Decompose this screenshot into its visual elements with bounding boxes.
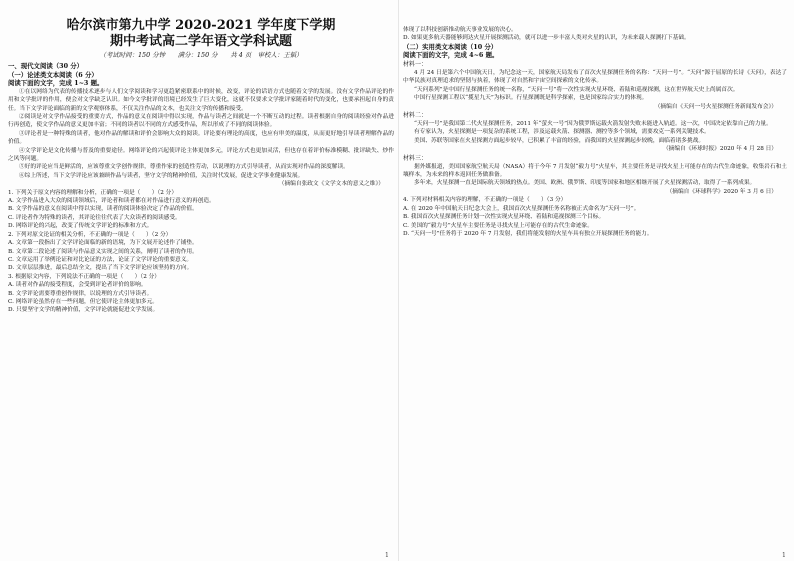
passage-paragraph: ⑤好的评论应当是鲜活的，应该尊重文学创作规律，尊重作家的创造性劳动，以说理的方式引导读者，从而实现对作品的深度解读。: [19, 164, 349, 171]
continued-text: 体现了以科技创新推动航天事业发展的决心。: [403, 27, 517, 33]
question-option: B. 文学评论需要尊重创作规律，以说理的方式引导读者。: [8, 290, 153, 297]
passage-paragraph: ③评论者是一种特殊的读者，他对作品的解读和评价会影响大众的阅读。评论要有理论的高度，也应有审美的温度，从而更好地引导读者理解作品的价值。: [8, 130, 394, 146]
question-4: 4. 下列对材料相关内容的理解，不正确的一项是（ ）（3 分）: [403, 197, 567, 204]
reading-instruction: 阅读下面的文字，完成 4~6 题。: [403, 51, 499, 60]
question-option: D. “天问一号”任务将于 2020 年 7 月发射，我们将能发射的火星车具有独立开展探测任务的能力。: [403, 230, 653, 237]
passage-paragraph: ①在以网络为代表的传播技术逐步与人们文学阅读和学习更趋紧密联系中的时候，改变，评论的话语方式也随着文学的发展。没有文学作品评论的作用和文学批评的作用，便会对文学缺乏认识。如今文学批评的语境已经发生了巨大变化，这就不仅要求文学批评家随着时代的变化，也要承担起自身的责任。当下文学评论面临的新的文学观察体系，不仅关注作品的文本，也关注文学的传播和接受。: [8, 88, 394, 112]
material-paragraph: 有专家认为，火星探测是一项复杂的系统工程，涉及运载火箭、探测器、测控等多个领域，需要攻克一系列关键技术。: [414, 129, 710, 136]
passage-paragraph: ④文学评论是文化传播与普及的重要途径。网络评论的兴起使评论主体更加多元，评论方式也更加灵活，但也存在着评价标准模糊、批评缺失、炒作之风等问题。: [8, 147, 394, 163]
left-column: [8, 0, 394, 561]
material-paragraph: 美国、苏联等国家在火星探测方面起步较早，已积累了丰富的经验，而我国的火星探测起步较晚，面临着诸多挑战。: [414, 137, 705, 144]
material-source: （摘编自《天问一号火星探测任务新闻发布会》）: [654, 103, 777, 110]
material-paragraph: 中国行星探测工程以“揽星九天”为标识。行星探测既是科学探索，也是国家综合实力的体现。: [414, 95, 648, 102]
material-source: （摘编自《环球时报》2020 年 4 月 28 日）: [663, 146, 777, 153]
right-column: [403, 0, 787, 561]
question-1: 1. 下列关于原文内容的理解和分析，正确的一项是（ ）（2 分）: [8, 189, 178, 196]
question-option: B. 我国首次火星探测任务计划一次性实现火星环绕、着陆和巡视探测三个目标。: [403, 214, 605, 221]
column-divider: [398, 0, 399, 561]
continued-text: D. 如果更多航天器能够到达火星开展探测活动，就可以进一步丰富人类对火星的认识，为未来载人探测打下基础。: [403, 35, 690, 42]
material-paragraph: 4 月 24 日是第六个中国航天日，为纪念这一天，国家航天局发布了首次火星探测任务的名称：“天问一号”。“天问”源于屈原的长诗《天问》，表达了中华民族对真理追求的坚韧与执着，体现了对自然和宇宙空间探索的文化传承。: [403, 70, 787, 85]
exam-title-line1: 哈尔滨市第九中学 2020-2021 学年度下学期: [66, 18, 336, 33]
material-label: 材料三：: [403, 154, 428, 162]
material-paragraph: “天问一号”是我国第二代火星探测任务，2011 年“萤火一号”因为俄罗斯运载火箭发射失败未能进入轨道。这一次，中国决定依靠自己的力量。: [414, 121, 772, 128]
question-2: 2. 下列对原文论证的相关分析，不正确的一项是（ ）（2 分）: [8, 231, 172, 238]
passage-paragraph: ⑥综上所述，当下文学评论应该兼顾作品与读者，坚守文学的精神价值，关注时代发展，促进文学事业健康发展。: [19, 172, 304, 179]
question-option: A. 文学作品进入大众的阅读领域后，评论者和读者都在对作品进行意义的再创造。: [8, 198, 215, 205]
question-option: D. 网络评论的兴起，改变了传统文学评论的标准和方式。: [8, 223, 153, 230]
question-option: D. 只要坚守文学的精神价值，文学评论就能促进文学发展。: [8, 307, 159, 314]
question-option: B. 文学作品的意义在阅读中得以实现，读者的阅读体验决定了作品的价值。: [8, 206, 198, 213]
reading-instruction: 阅读下面的文字，完成 1~3 题。: [8, 79, 104, 88]
material-label: 材料二：: [403, 112, 428, 120]
passage-source: （摘编自张政文《文学文本的意义之维》）: [278, 181, 384, 188]
subsection-heading: （二）实用类文本阅读（10 分）: [403, 42, 498, 51]
exam-meta: （考试时间：150 分钟 满分：150 分 共 4 页 审校人：王韬）: [99, 51, 303, 59]
question-3: 3. 根据原文内容，下列说法不正确的一项是（ ）（2 分）: [8, 273, 160, 280]
question-option: C. 评论者作为特殊的读者，其评论往往代表了大众读者的阅读感受。: [8, 214, 181, 221]
question-option: B. 文章第二段论述了阅读与作品意义实现之间的关系，阐明了读者的作用。: [8, 248, 198, 255]
question-option: A. 读者对作品的接受程度，会受到评论者评价的影响。: [8, 282, 147, 289]
material-source: （摘编自《环球科学》2020 年 3 月 6 日）: [666, 188, 777, 195]
section-heading: 一、现代文阅读（30 分）: [8, 62, 84, 70]
page-number: 1: [782, 552, 786, 559]
passage-paragraph: ②阅读是对文学作品接受的重要方式，作品的意义在阅读中得以实现，作品与读者之间就是一个不断互动的过程。读者根据自身的阅读经验对作品进行再创造，使文学作品的意义更加丰富；不同的读者以不同的方式感受作品，所以形成了不同的阅读体验。: [8, 114, 394, 129]
question-option: D. 文章层层推进，最后总结全文，提出了当下文学评论应该坚持的方向。: [8, 265, 193, 272]
question-option: A. 文章第一段指出了文学评论面临的新的语境，为下文展开论述作了铺垫。: [8, 240, 198, 247]
material-paragraph: “天问系列”是中国行星探测任务的统一名称，“天问一号”将一次性实现火星环绕、着陆和巡视探测，这在世界航天史上尚属首次。: [414, 86, 739, 93]
question-option: C. 美国的“毅力号”火星车主要任务是寻找火星上可能存在的古代生命迹象。: [403, 222, 593, 229]
material-paragraph: 据外媒报道，美国国家航空航天局（NASA）将于今年 7 月发射“毅力号”火星车，其主要任务是寻找火星上可能存在的古代生命迹象，收集岩石和土壤样本，为未来的样本返回任务做准备。: [403, 163, 787, 179]
exam-title-line2: 期中考试高二学年语文学科试题: [109, 34, 292, 49]
question-option: A. 在 2020 年中国航天日纪念大会上，我国首次火星探测任务名称被正式命名为“天问一号”。: [403, 205, 640, 212]
material-paragraph: 多年来，火星探测一直是国际航天领域的热点。美国、欧洲、俄罗斯、印度等国家和地区相继开展了火星探测活动，取得了一系列成果。: [414, 180, 756, 187]
material-label: 材料一：: [403, 61, 428, 68]
question-option: C. 文章运用了举例论证和对比论证的方法，论证了文学评论的重要意义。: [8, 256, 193, 263]
subsection-heading: （一）论述类文本阅读（6 分）: [8, 70, 98, 79]
page-number: 1: [385, 552, 389, 559]
question-option: C. 网络评论虽然存在一些问题，但它使评论主体更加多元。: [8, 298, 158, 305]
